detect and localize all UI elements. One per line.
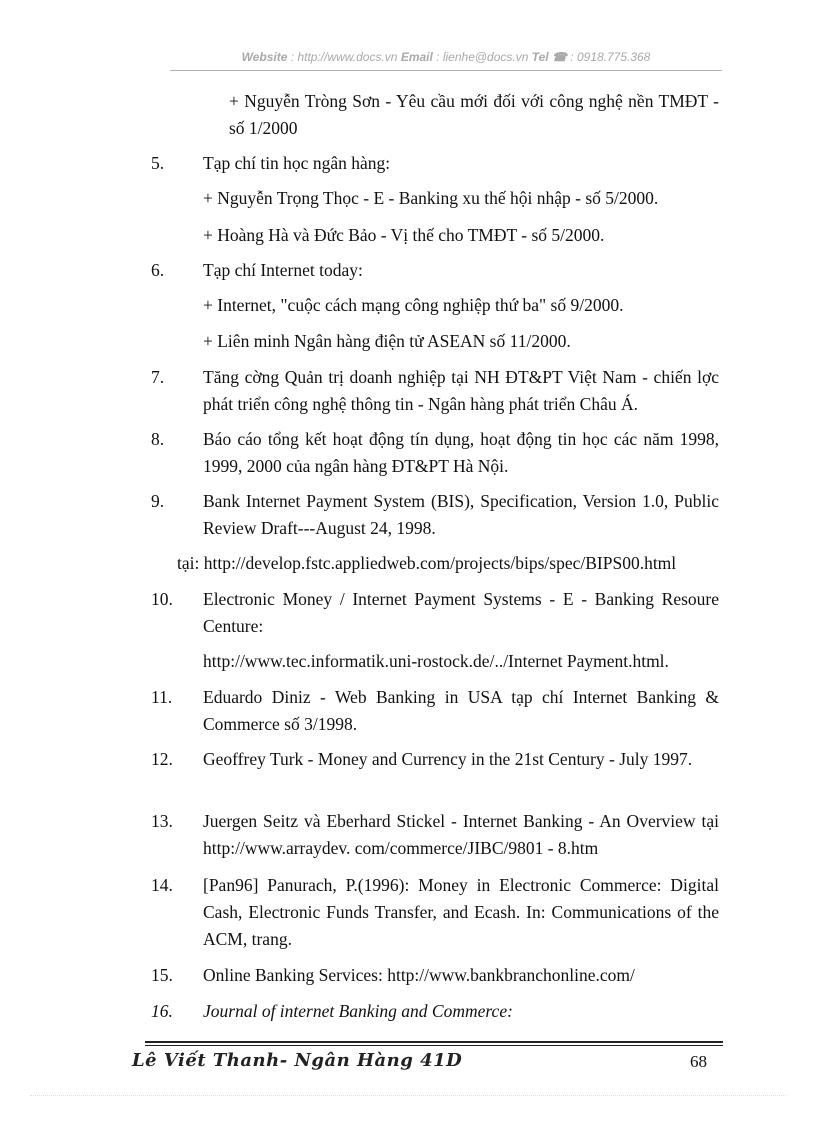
item-number: 12. [151,749,173,769]
item-text: http://www.tec.informatik.uni-rostock.de/../Internet Payment.html. [203,651,669,671]
email-label: Email [400,50,433,64]
item-number: 15. [151,965,173,985]
list-item [151,998,719,1025]
item-text: Journal of internet Banking and Commerce: [203,1001,513,1021]
list-item [151,808,719,862]
item-number: 11. [151,687,173,707]
list-item [151,426,719,480]
item-number: 14. [151,875,173,895]
item-text: Tạp chí tin học ngân hàng: [203,153,391,173]
item-text: + Internet, "cuộc cách mạng công nghiệp thứ ba" số 9/2000. [203,295,624,315]
item-text: [Pan96] Panurach, P.(1996): Money in Electronic Commerce: Digital Cash, Electronic Funds Transfer, and Ecash. In: Communications of the ACM, trang. [203,875,719,949]
list-item [151,364,719,418]
item-text: Eduardo Diniz - Web Banking in USA tạp chí Internet Banking & Commerce số 3/1998. [203,687,719,734]
header-rule [170,70,722,71]
page-number: 68 [690,1052,707,1071]
list-item [229,88,719,142]
list-item [203,292,719,319]
list-item [151,150,719,177]
item-text: Bank Internet Payment System (BIS), Specification, Version 1.0, Public Review Draft---August 24, 1998. [203,491,719,538]
author-signature: Lê Viết Thanh- Ngân Hàng 41D [132,1050,463,1071]
footer-rule [145,1041,723,1043]
item-text: Tạp chí Internet today: [203,260,363,280]
list-item [203,222,719,249]
item-text: + Liên minh Ngân hàng điện tử ASEAN số 11/2000. [203,331,571,351]
list-item [151,257,719,284]
item-number: 5. [151,153,165,173]
item-text: Tăng cờng Quản trị doanh nghiệp tại NH ĐT&PT Việt Nam - chiến lợc phát triển công nghệ thông tin - Ngân hàng phát triển Châu Á. [203,367,719,414]
item-text: + Hoàng Hà và Đức Bảo - Vị thế cho TMĐT - số 5/2000. [203,225,605,245]
list-item [151,684,719,738]
page-header [170,50,722,64]
item-number: 6. [151,260,165,280]
tel-label: Tel ☎ [531,50,567,64]
list-item [151,962,719,989]
tel-value: : 0918.775.368 [566,50,651,64]
item-text: + Nguyễn Tròng Sơn - Yêu cầu mới đối với công nghệ nền TMĐT - số 1/2000 [229,91,719,138]
item-text: Geoffrey Turk - Money and Currency in the 21st Century - July 1997. [203,749,693,769]
email-value: : lienhe@docs.vn [432,50,532,64]
item-text: Electronic Money / Internet Payment Systems - E - Banking Resoure Centure: [203,589,719,636]
list-item [151,746,719,773]
item-text: Báo cáo tổng kết hoạt động tín dụng, hoạt động tin học các năm 1998, 1999, 2000 của ngân hàng ĐT&PT Hà Nội. [203,429,719,476]
page-edge-divider [30,1095,786,1096]
list-item [151,488,719,542]
item-number: 16. [151,1001,173,1021]
list-item [203,328,719,355]
item-text: + Nguyễn Trọng Thọc - E - Banking xu thế hội nhập - số 5/2000. [203,188,659,208]
item-text: tại: http://develop.fstc.appliedweb.com/projects/bips/spec/BIPS00.html [177,553,677,573]
list-item [151,586,719,640]
list-item [203,648,719,675]
item-text: Juergen Seitz và Eberhard Stickel - Internet Banking - An Overview tại http://www.arraydev. com/commerce/JIBC/9801 - 8.htm [203,811,719,858]
website-label: Website [241,50,288,64]
item-text: Online Banking Services: http://www.bankbranchonline.com/ [203,965,635,985]
list-item [203,185,719,212]
item-number: 9. [151,491,165,511]
list-item [177,550,723,577]
footer-rule-thin [145,1045,723,1046]
item-number: 13. [151,811,173,831]
item-number: 8. [151,429,165,449]
list-item [151,872,719,953]
website-value: : http://www.docs.vn [287,50,401,64]
item-number: 7. [151,367,165,387]
item-number: 10. [151,589,173,609]
